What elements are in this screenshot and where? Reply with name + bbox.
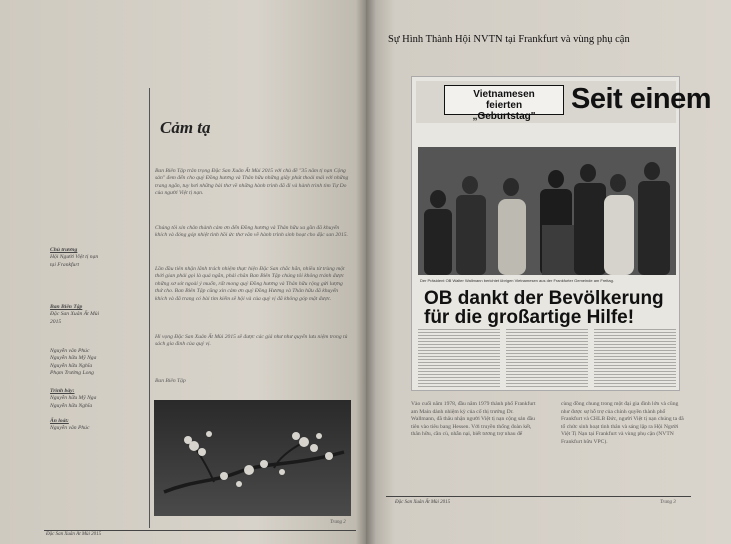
footer-text: Đặc San Xuân Ất Mùi 2015 [395, 500, 451, 505]
clipping-masthead [416, 81, 712, 123]
page-number: Trang 2 [330, 520, 346, 525]
clipping-headline [424, 289, 674, 327]
sidebar-name: Nguyễn văn Phúc [50, 348, 90, 354]
sidebar-name: Nguyễn hữu Mỹ Nga [50, 355, 97, 362]
clipping-headline-line: OB dankt der Bevölkerung [424, 288, 664, 309]
column-divider [149, 88, 150, 528]
sidebar-name: Nguyễn văn Phúc [50, 425, 90, 432]
sidebar-heading: Chủ trương [50, 247, 78, 253]
page-number: Trang 3 [660, 500, 676, 505]
thanks-paragraph-4: Hi vọng Đặc San Xuân Ất Mùi 2015 sẽ được các giá như như quyển lưu niệm trong tủ sách gia đình của quý vị. [155, 334, 348, 348]
sidebar-layout [50, 388, 145, 410]
sidebar-editorial [50, 304, 145, 326]
page-title: Cảm tạ [160, 118, 211, 137]
group-photo [418, 147, 676, 275]
sidebar-heading: Ấn loát: [50, 418, 69, 424]
sidebar-name: tại Frankfurt [50, 261, 80, 268]
thanks-paragraph-2: Chúng tôi xin chân thành cảm ơn đến Đồng hương và Thân hữu xa gần đã khuyến khích và đóng góp nhiệt tình hồi ức thơ văn về hành trình sinh hoạt cho đặc san 2015. [155, 225, 348, 239]
sidebar-editors [50, 348, 145, 378]
article-column-1: Vào cuối năm 1978, đầu năm 1979 thành phố Frankfurt am Main dành nhiệm kỳ của cố thị trưởng Dr. Wallmann, đã thâu nhận người Việt tị nạn cộng sản đầu tiên vào tiêu bang Hessen. Với truyền thống đoàn kết, thân hữu, cần cù, nhẫn nại, biết tương trợ nhau để [411, 401, 536, 438]
clipping-headline-line: für die großartige Hilfe! [424, 307, 635, 328]
photo-caption: Der Präsident OB Walter Wallmann berichtet übrigen Vietnamesen aus der Frankfurter Gemeinde am Freitag. [420, 278, 614, 283]
sidebar-name: Nguyễn hữu Mỹ Nga [50, 395, 97, 402]
clipping-text-column [506, 329, 588, 387]
clipping-seit-heading: Seit einem [571, 83, 712, 115]
sidebar-publisher [50, 247, 145, 269]
clipping-text-column [418, 329, 500, 387]
signature: Ban Biên Tập [155, 378, 186, 384]
sidebar-heading: Trình bày: [50, 388, 75, 394]
book-spine [356, 0, 376, 544]
sidebar-name: Nguyễn hữu Nghĩa [50, 402, 93, 409]
sidebar-name: Hội Người Việt tị nạn [50, 254, 99, 261]
sidebar-printing [50, 418, 145, 433]
clipping-title-box [444, 85, 564, 122]
thanks-paragraph-1: Ban Biên Tập trân trọng Đặc San Xuân Ất Mùi 2015 với chủ đề "35 năm tị nạn Cộng sản" đem đến cho quý Đồng hương và Thân hữu những giây phút thoải mái với những trang ngắn, tuy hơi những bài thơ về những hành trình đã đi và hành trình tìm Tự Do của người Việt tị nạn. [155, 168, 349, 197]
sidebar-name: Đặc San Xuân Ất Mùi [50, 311, 100, 318]
clipping-box-line: „Geburtstag" [472, 111, 536, 122]
clipping-text-column [594, 329, 676, 387]
footer-rule [44, 530, 356, 531]
newspaper-clipping [411, 76, 712, 391]
thanks-paragraph-3: Lần đầu tiên nhận lãnh trách nhiệm thực hiện Đặc San chắc hẳn, nhiều từ trùng một thời gian phải gọi là quá ngắn, phải chăn Ban Biên Tập chúng tôi không tránh được những sơ sót ngoài ý muốn, rất mong quý Đồng hương và Thân hữu rộng gửi lượng thứ cho. Ban Biên Tập cũng xin cảm ơn quý Đồng Hương và Thân hữu đã khuyến khích và đã trang có bài tìm kiếm sẽ hội và của quý vị đã không góp mặt được. [155, 266, 345, 302]
footer-rule [386, 496, 691, 497]
article-column-2: cùng đồng chung trong một đại gia đình lớn và cũng như được sự hỗ trợ của chính quyền thành phố Frankfurt và CHLB Đức, người Việt tị nạn chúng ta đã tổ chức sinh hoạt tình thân và sáng lập ra Hội Người Việt Tị Nạn tại Frankfurt và vùng phụ cận (NVTN Frankfurt hữu VPC). [561, 401, 684, 445]
sidebar-name: Nguyễn hữu Nghĩa [50, 362, 93, 369]
sidebar-name: 2015 [50, 318, 62, 325]
sidebar-heading: Ban Biên Tập [50, 304, 83, 310]
clipping-box-line: feierten [485, 100, 523, 111]
plum-blossom-photo [154, 400, 351, 516]
page-header: Sự Hình Thành Hội NVTN tại Frankfurt và vùng phụ cận [388, 34, 630, 45]
clipping-box-line: Vietnamesen [473, 89, 535, 100]
sidebar-name: Phạm Trường Long [50, 370, 94, 377]
footer-text: Đặc San Xuân Ất Mùi 2015 [46, 532, 102, 537]
